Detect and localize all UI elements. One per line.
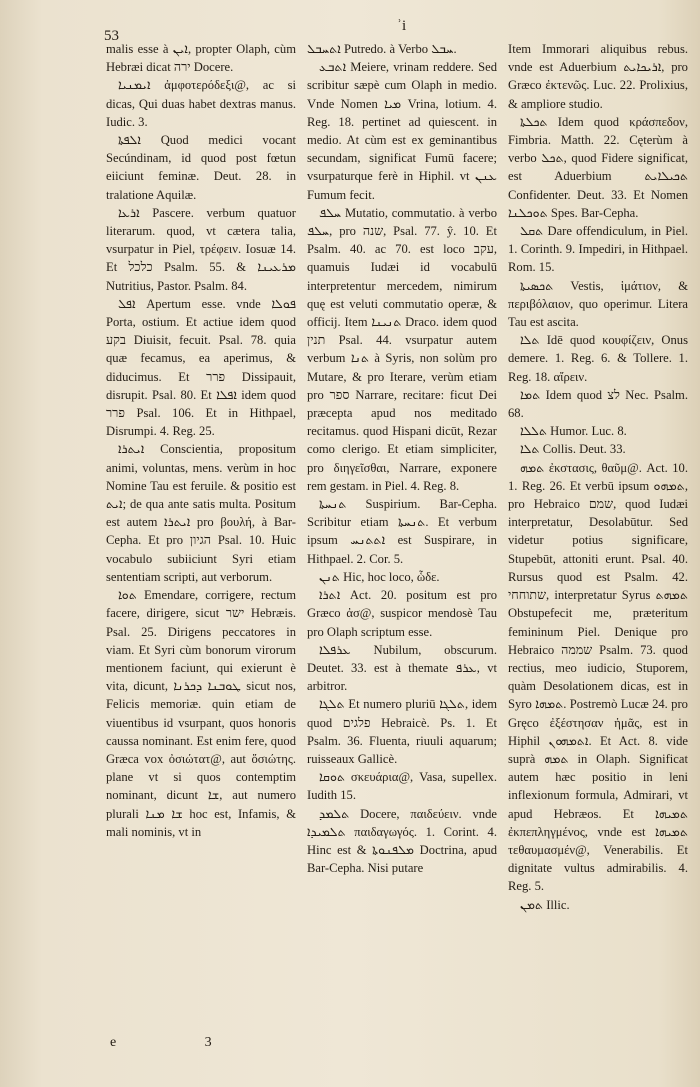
entry-paragraph: ܐܪܥܐ Pascere. verbum quatuor literarum. quod, vt cætera talia, vsurpatur in Piel, τρέφειν. Iosuæ 14. Et כלכל Psalm. 55. & ܡܪܥܝܢܐ Nutritius, Pastor. Psalm. 84.: [106, 205, 296, 293]
catch-mark: e: [110, 1035, 117, 1050]
entry-paragraph: ܬܩܠ Dare offendiculum, in Piel. 1. Corinth. 9. Impediri, in Hithpael. Rom. 15.: [508, 224, 688, 275]
entry-paragraph: ܬܠܓܐ Et numero pluriū ܬܠܓܐ, idem quod פלגים Hebraicè. Ps. 1. Et Psalm. 36. Fluenta, riuuli aquarum; ruisseaux Gallicè.: [307, 697, 497, 766]
entry-paragraph: Item Immorari aliquibus rebus. vnde est Aduerbium ܐܪܝܟܐܝܬ, pro Græco ἐκτενῶς. Luc. 22. Prolixius, & ampliore studio.: [508, 42, 688, 111]
entry-paragraph: ܬܠܐ Idē quod κουφίζειν, Onus demere. 1. Reg. 6. & Tollere. 1. Reg. 18. αἴρειν.: [508, 333, 688, 384]
entry-paragraph: ܥܪܦܠܐ Nubilum, obscurum. Deutet. 33. est à themate ܥܪܦ, vt arbitror.: [307, 642, 497, 694]
entry-paragraph: ܬܘܩܐ σκευάρια@, Vasa, supellex. Iudith 15.: [307, 770, 497, 803]
entry-paragraph: ܬܡܢ Illic.: [520, 897, 570, 912]
entry-paragraph: ܐܬܒܥ Meiere, vrinam reddere. Sed scribitur sæpè cum Olaph in medio. Vnde Nomen ܡܝܐ Vrina, lotium. 4. Reg. 18. pertinet ad quiescent. in medio. At cùm est ex geminantibus secundam, significat Fumū facere; vsurpaturque ferè in Hiphil. vt ܥܢܢ Fumum fecit.: [307, 60, 497, 202]
text-column-right: [508, 40, 688, 914]
entry-paragraph: ܬܟܣܝܬܐ Vestis, ἱμάτιον, & περιβόλαιον, quo operimur. Litera Tau est ascita.: [508, 278, 688, 330]
entry-paragraph: ܬܠܡܕ Docere, παιδεύειν. vnde ܬܠܡܝܕܐ παιδαγωγός. 1. Corint. 4. Hinc est & ܡܠܦܢܘܬܐ Doctrina, apud Bar-Cepha. Nisi putare: [307, 806, 497, 876]
entry-paragraph: ܬܘܐ Emendare, corrigere, rectum facere, dirigere, sicut ישר Hebræis. Psal. 25. Dirigens peccatores in viam. Et Syri cùm bonorum virorum mentionem faciunt, qui exierunt è vita, dicunt, ܛܘܒܢܐ ܕܟܪܢܐ sicut nos, Felicis memoriæ. quin etiam de viuentibus id vsurpant, quos honoris caussa nominant. Est enim fere, quod Græca vox ὀσιώτατ@, aut ὅσιώτης. plane vt si quos contemptim nominant, dicunt ܫܐ, aut numero plurali ܫܐ ܡܢܐ hoc est, Infamis, & mali nominis, vt in: [106, 588, 297, 839]
signature-mark: ʾi: [397, 18, 407, 34]
entry-paragraph: ܐܬܪܐ Act. 20. positum est pro Græco ἀσ@, suspicor mendosè Tau pro Olaph scriptum esse.: [307, 588, 497, 639]
text-column-left: [106, 40, 296, 841]
entry-paragraph: ܬܠܐ Collis. Deut. 33.: [520, 442, 626, 457]
catch-mark: 3: [204, 1035, 212, 1050]
entry-paragraph: ܐܝܡܢܝܐ ἀμφοτερόδεξι@, ac si dicas, Qui duas habet dextras manus. Iudic. 3.: [106, 78, 296, 129]
entry-paragraph: ܬܠܠܐ Humor. Luc. 8.: [520, 424, 627, 439]
page-number: 53: [104, 28, 119, 44]
entry-paragraph: ܬܢܢ Hic, hoc loco, ὧδε.: [319, 569, 440, 584]
signature-footer: [110, 1035, 300, 1051]
entry-paragraph: ܐܝܬܪܐ Conscientia, propositum animi, voluntas, mens. verùm in hoc Nomine Tau est feruile. & positio est ܐܝܬ; de qua ante satis multa. Positum est autem ܐܝܬܪܐ pro βουλή, à Bar-Cepha. Et pro הגיון Psal. 10. Huic vocabulo subiiciunt Syri etiam sententiam scripti, aut verborum.: [106, 442, 297, 584]
entry-paragraph: ܐܦܠ Apertum esse. vnde ܦܘܠܐ Porta, ostium. Et actiue idem quod בקע Diuisit, fecuit. Psal. 78. quia quæ fecamus, ea aperimus, & diducimus. Et פרר Dissipauit, disrupit. Psal. 80. Et ܐܦܠܐ idem quod פרר Psal. 106. Et in Hithpael, Disrumpi. 4. Reg. 25.: [106, 296, 297, 439]
text-column-middle: [307, 40, 497, 877]
entry-paragraph: ܐܠܦܬܐ Quod medici vocant Secúndinam, id quod post fœtun eiiciunt feminæ. Deut. 28. in tralatione Aquilæ.: [106, 133, 296, 202]
entry-paragraph: ܬܡܐ Idem quod לצ Nec. Psalm. 68.: [508, 387, 688, 421]
entry-paragraph: ܬܟܠܬܐ Idem quod κράσπεδον, Fimbria. Matth. 22. Cęterùm à verbo ܬܟܠ, quod Fidere significat, est Aduerbium ܬܟܝܠܐܝܬ Confidenter. Deut. 33. Et Nomen ܬܘܟܠܢܐ Spes. Bar-Cepha.: [508, 114, 688, 220]
entry-paragraph: ܚܠܦ Mutatio, commutatio. à verbo ܚܠܦ, pro שנה, Psal. 77. ŷ. 10. Et Psalm. 40. ac 70. est loco עקב, quamuis Iudæi id vocabulū interpretentur mercedem, nimirum quę est veluti commutatio operæ, & officij. Item ܬܢܝܢܐ Draco. idem quod תנין Psal. 44. vsurpatur autem verbum ܬܢܐ à Syris, non solùm pro Mutare, & pro Iterare, verùm etiam pro ספר Narrare, recitare: ficut Dei præcepta apud nos meditado recitamus. quod Hispani dicūt, Rezar como clerigo. Et etiam simpliciter, pro διηγεῖσθαι, Narrare, exponere rem gestam. in Piel. 4. Reg. 8.: [307, 205, 498, 493]
entry-paragraph: malis esse à ܐܝܢ, propter Olaph, cùm Hebræi dicat ירה Docere.: [106, 42, 296, 75]
entry-paragraph: ܐܬܚܒܠ Putredo. à Verbo ܚܒܠ.: [307, 42, 457, 56]
entry-paragraph: ܬܢܚܬܐ Suspirium. Bar-Cepha. Scribitur etiam ܬܢܚܬܐ. Et verbum ipsum ܐܬܬܢܚ est Suspirare, in Hithpael. 2. Cor. 5.: [307, 497, 498, 566]
entry-paragraph: ܬܡܗ ἐκστασις, θαῦμ@. Act. 10. 1. Reg. 26. Et verbū ipsum ܬܡܗܘ, pro Hebraico שמם, quod Iudæi interpretatur, Desolabūtur. Sed videtur potius significare, Stupebūt, attoniti erunt. Psal. 40. Rursus quod est Psalm. 42. שתוחחי, interpretatur Syrus ܬܡܗܬ Obstupefecit me, præteritum femininum Piel. Denique pro Hebraico שממה Psalm. 73. quod rectius, meo iudicio, Stuporem, quàm Desolationem dicas, est in Syro ܬܡܗܐ. Postremò Lucæ 24. pro Gręco ἐξέστησαν ἡμᾶς, est in Hiphil ܐܬܡܗܘܢ. Et Act. 8. vide suprà ܬܡܗ in Olaph. Significat autem hæc positio in leni inflexionum formula, Admirari, vt apud Hebræos. Et ܬܡܝܗܐ ἐκπεπληγμένος, vnde est ܬܡܝܗܐ τεθαυμασμέν@, Venerabilis. Et dignitate vultus admirabilis. 4. Reg. 5.: [508, 460, 688, 894]
